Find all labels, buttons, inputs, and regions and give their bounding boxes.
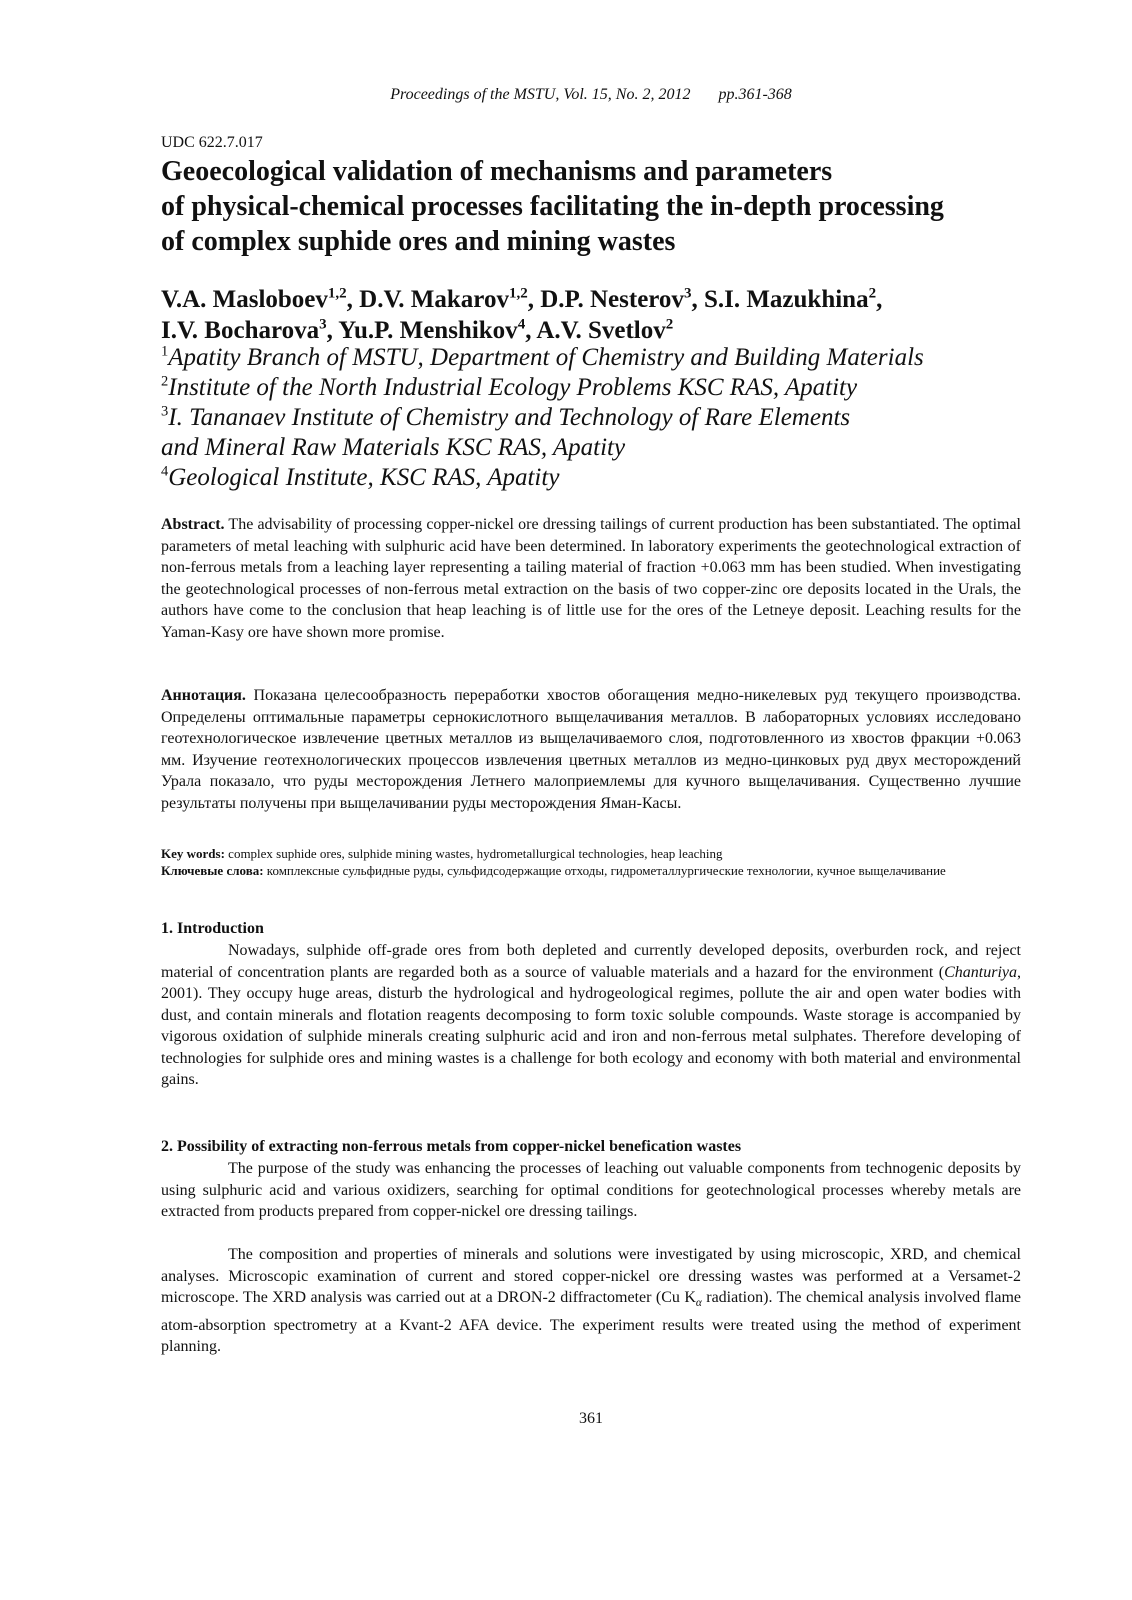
journal-citation: Proceedings of the MSTU, Vol. 15, No. 2, 2012 <box>390 86 691 103</box>
author-affil-mark: 1,2 <box>327 285 347 302</box>
section-heading: 1. Introduction <box>161 920 264 937</box>
author-affil-mark: 2 <box>665 316 674 333</box>
affiliation-number: 2 <box>161 373 169 390</box>
paper-title <box>161 154 1041 259</box>
title-line: of complex suphide ores and mining wastes <box>161 226 676 257</box>
keywords-label: Ключевые слова: <box>161 863 264 878</box>
alpha-subscript: α <box>695 1297 702 1310</box>
author-affil-mark: 3 <box>683 285 692 302</box>
author-name: Yu.P. Menshikov <box>338 317 518 344</box>
paragraph-text: radiation). The chemical analysis involved flame atom-absorption spectrometry at a Kvant-2 AFA device. The experiment results were treated using the method of experiment planning. <box>161 1289 1021 1356</box>
affiliation <box>161 403 924 433</box>
keywords-label: Key words: <box>161 846 225 861</box>
affiliation-text: Apatity Branch of MSTU, Department of Chemistry and Building Materials <box>168 344 924 371</box>
author-name: D.V. Makarov <box>359 286 509 313</box>
affiliation-number: 4 <box>161 463 169 480</box>
citation-author: Chanturiya <box>944 963 1017 981</box>
author-name: V.A. Masloboev <box>161 286 328 313</box>
keywords-text: комплексные сульфидные руды, сульфидсодержащие отходы, гидрометаллургические технологии, кучное выщелачивание <box>266 863 946 878</box>
affiliation-text: Geological Institute, KSC RAS, Apatity <box>168 464 560 491</box>
author-affil-mark: 3 <box>319 316 327 333</box>
affiliation <box>161 373 924 403</box>
affiliation-text: Institute of the North Industrial Ecology Problems KSC RAS, Apatity <box>168 374 858 401</box>
paragraph-text: , 2001). They occupy huge areas, disturb the hydrological and hydrogeological regimes, pollute the air and open water bodies with dust, and contain minerals and flotation reagents decomposing to form toxic soluble compounds. Waste storage is accompanied by vigorous oxidation of sulphide minerals creating sulphuric acid and iron and non-ferrous metal sulphates. Therefore developing of technologies for sulphide ores and mining wastes is a challenge for both ecology and economy with both material and environmental gains. <box>161 963 1021 1088</box>
title-line: Geoecological validation of mechanisms and parameters <box>161 156 833 187</box>
annotation-label: Аннотация. <box>161 687 246 704</box>
abstract-text: The advisability of processing copper-nickel ore dressing tailings of current production has been substantiated. The optimal parameters of metal leaching with sulphuric acid have been determined. In laboratory experiments the geotechnological extraction of non-ferrous metals from a leaching layer representing a tailing material of fraction +0.063 mm has been studied. When investigating the geotechnological processes of non-ferrous metal extraction on the basis of two copper-zinc ore deposits located in the Urals, the authors have come to the conclusion that heap leaching is of little use for the ores of the Letneye deposit. Leaching results for the Yaman-Kasy ore have shown more promise. <box>161 516 1022 641</box>
affiliation-continued: and Mineral Raw Materials KSC RAS, Apatity <box>161 434 626 461</box>
section-heading: 2. Possibility of extracting non-ferrous metals from copper-nickel benefication wastes <box>161 1138 742 1155</box>
keywords-text: complex suphide ores, sulphide mining wastes, hydrometallurgical technologies, heap leaching <box>228 846 723 861</box>
paragraph <box>161 940 1021 1091</box>
udc-code: UDC 622.7.017 <box>161 134 263 151</box>
page-range: pp.361-368 <box>718 86 792 103</box>
author-line: V.A. Masloboev$^{1,2}$, D.V. Makarov$^{1,2}$, D.P. Nesterov$^3$, S.I. Mazukhina$^2$, <box>161 285 883 313</box>
paragraph-text: The composition and properties of minerals and solutions were investigated by using microscopic, XRD, and chemical analyses. Microscopic examination of current and stored copper-nickel ore dressing wastes was performed at a Versamet-2 microscope. The XRD analysis was carried out at a DRON-2 diffractometer (Cu K <box>161 1246 1021 1306</box>
affiliation-number: 1 <box>161 343 169 360</box>
author-name: D.P. Nesterov <box>540 286 684 313</box>
affiliation <box>161 463 924 493</box>
paragraph-text: Nowadays, sulphide off-grade ores from both depleted and currently developed deposits, overburden rock, and reject material of concentration plants are regarded both as a source of valuable materials and a hazard for the environment ( <box>161 942 1021 981</box>
author-name: A.V. Svetlov <box>536 317 666 344</box>
author-name: S.I. Mazukhina <box>703 286 869 313</box>
keywords-russian <box>161 863 1021 880</box>
abstract <box>161 514 1021 643</box>
running-header <box>161 86 1021 104</box>
title-line: of physical-chemical processes facilitating the in-depth processing <box>161 191 944 222</box>
author-affil-mark: 2 <box>868 285 877 302</box>
paragraph: The purpose of the study was enhancing the processes of leaching out valuable components from technogenic deposits by using sulphuric acid and various oxidizers, searching for optimal conditions for geotechnological processes whereby metals are extracted from products prepared from copper-nickel ore dressing tailings. <box>161 1160 1021 1220</box>
annotation-text: Показана целесообразность переработки хвостов обогащения медно-никелевых руд текущего производства. Определены оптимальные параметры сернокислотного выщелачивания металлов. В лабораторных условиях исследовано геотехнологическое извлечение цветных металлов из выщелачиваемого слоя, подготовленного из хвостов фракции +0.063 мм. Изучение геотехнологических процессов извлечения цветных металлов из медно-цинковых руд двух месторождений Урала показало, что руды месторождения Летнего малоприемлемы для кучного выщелачивания. Существенно лучшие результаты получены при выщелачивании руды месторождения Яман-Касы. <box>161 687 1021 812</box>
paragraph <box>161 1244 1021 1358</box>
affiliation-list <box>161 343 924 493</box>
affiliation-text: I. Tananaev Institute of Chemistry and Technology of Rare Elements <box>168 404 851 431</box>
author-affil-mark: 1,2 <box>508 285 528 302</box>
affiliation-number: 3 <box>161 403 169 420</box>
author-affil-mark: 4 <box>517 316 526 333</box>
abstract-label: Abstract. <box>161 516 225 533</box>
abstract-russian <box>161 685 1021 814</box>
author-name: I.V. Bocharova <box>161 317 320 344</box>
author-line: I.V. Bocharova$^3$, Yu.P. Menshikov$^4$, A.V. Svetlov$^2$ <box>161 316 674 344</box>
author-list <box>161 284 882 346</box>
keywords-english <box>161 846 1021 863</box>
affiliation <box>161 343 924 373</box>
page-number: 361 <box>579 1410 603 1427</box>
